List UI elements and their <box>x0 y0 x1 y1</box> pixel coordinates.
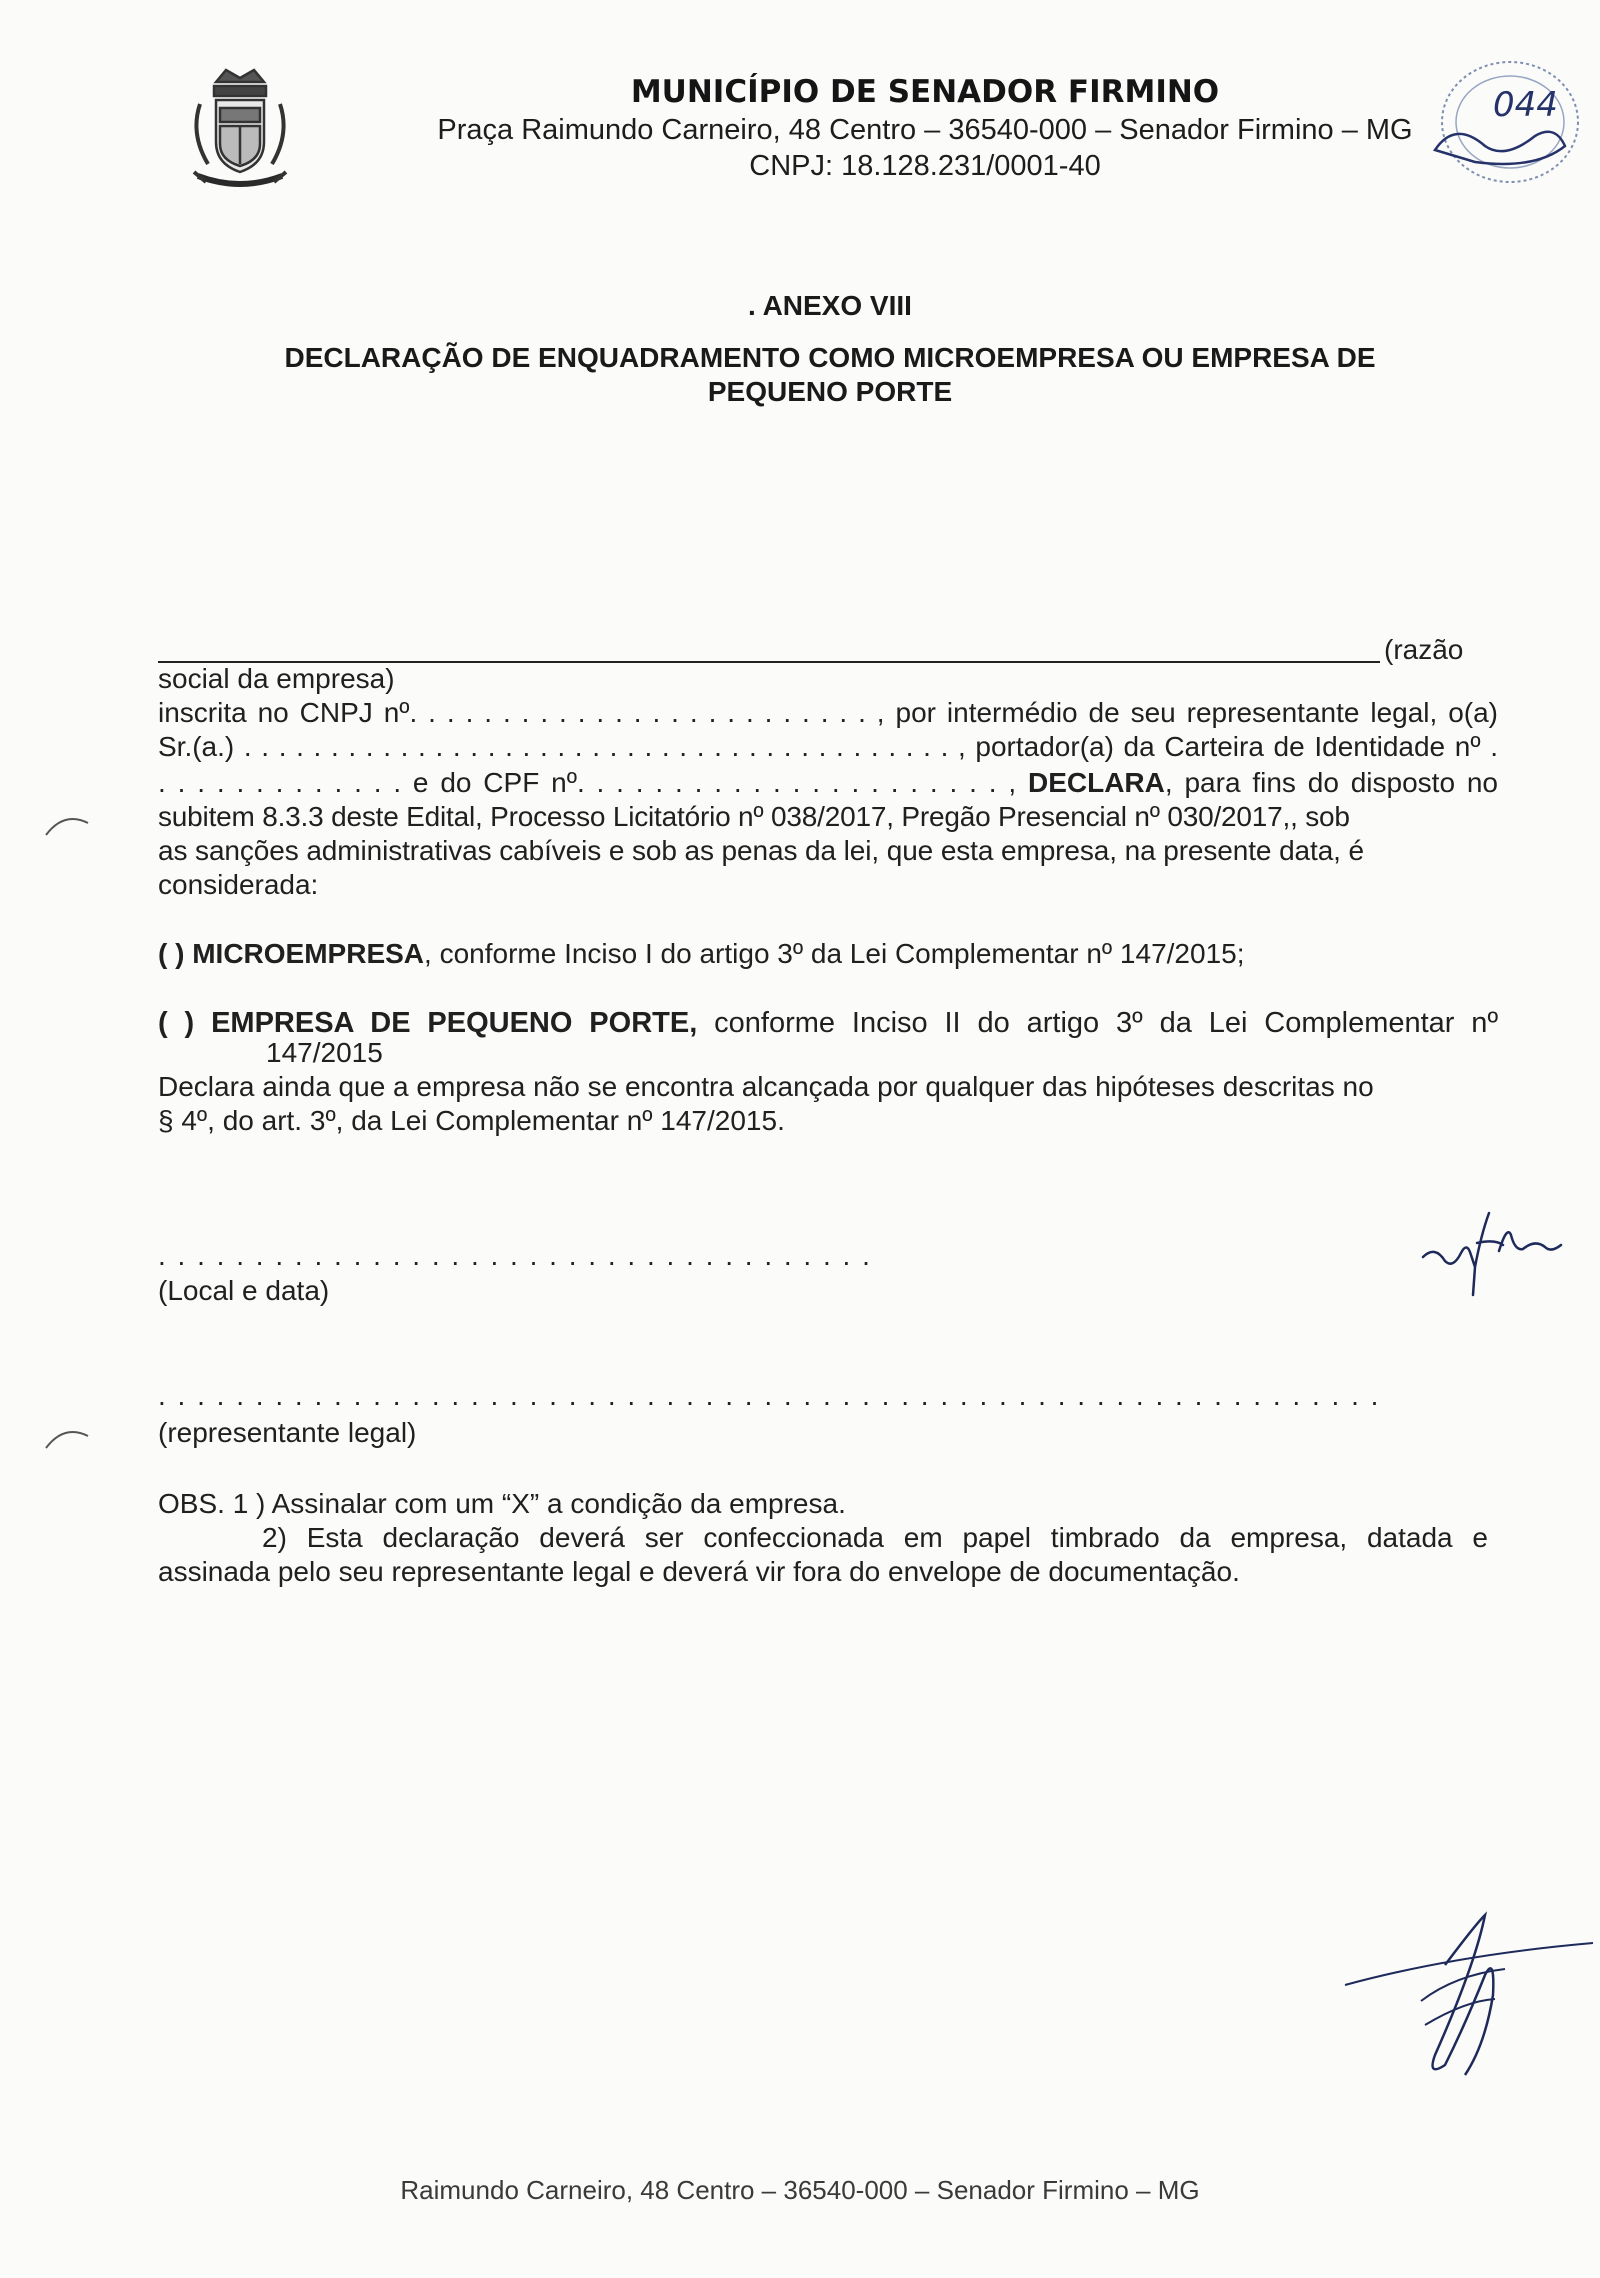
handwritten-signature-icon <box>1335 1905 1595 2105</box>
body-line-4: . . . . . . . . . . . . . e do CPF nº. . . . . . . . . . . . . . . . . . . . . . , DECLARA, para fins do disposto no <box>158 767 1498 798</box>
body-line-1: social da empresa) <box>158 663 395 694</box>
option-epp-checkbox[interactable]: ( ) <box>158 1007 195 1039</box>
extra-declaration-line-2: § 4º, do art. 3º, da Lei Complementar nº 147/2015. <box>158 1105 785 1136</box>
municipality-name: MUNICÍPIO DE SENADOR FIRMINO <box>630 74 1220 110</box>
local-data-label: (Local e data) <box>158 1275 330 1306</box>
option-microempresa: ( ) MICROEMPRESA, conforme Inciso I do artigo 3º da Lei Complementar nº 147/2015; <box>158 938 1245 969</box>
annex-title: . ANEXO VIII <box>748 290 912 321</box>
option-epp-continued: 147/2015 <box>266 1037 383 1068</box>
body-line-2: inscrita no CNPJ nº. . . . . . . . . . . . . . . . . . . . . . . . . , por intermédio de seu representante legal, o(a) <box>158 697 1498 728</box>
header-address: Praça Raimundo Carneiro, 48 Centro – 36540-000 – Senador Firmino – MG <box>437 114 1413 146</box>
body-line-3: Sr.(a.) . . . . . . . . . . . . . . . . . . . . . . . . . . . . . . . . . . . . . . . . . , portador(a) da Carteira de Identidade nº . <box>158 731 1498 762</box>
razao-label: (razão <box>1384 634 1464 665</box>
representative-blank: . . . . . . . . . . . . . . . . . . . . . . . . . . . . . . . . . . . . . . . . . . . . . . . . . . . . . . . . . . . . . . . <box>158 1380 1381 1411</box>
obs-line-1: OBS. 1 ) Assinalar com um “X” a condição da empresa. <box>158 1488 846 1519</box>
declaration-title-line-2: PEQUENO PORTE <box>707 376 953 407</box>
declaration-title-line-1: DECLARAÇÃO DE ENQUADRAMENTO COMO MICROEMPRESA OU EMPRESA DE <box>284 342 1376 373</box>
obs-line-3: assinada pelo seu representante legal e deverá vir fora do envelope de documentação. <box>158 1556 1240 1587</box>
margin-mark-icon <box>40 805 100 845</box>
local-data-blank: . . . . . . . . . . . . . . . . . . . . . . . . . . . . . . . . . . . . . <box>158 1240 872 1271</box>
page-number-stamp <box>1415 50 1585 200</box>
body-line-7: considerada: <box>158 869 319 900</box>
option-epp: ( ) EMPRESA DE PEQUENO PORTE, conforme Inciso II do artigo 3º da Lei Complementar nº <box>158 1007 1499 1039</box>
body-line-5: subitem 8.3.3 deste Edital, Processo Licitatório nº 038/2017, Pregão Presencial nº 030/2017,, sob <box>158 801 1350 832</box>
body-line-6: as sanções administrativas cabíveis e sob as penas da lei, que esta empresa, na presente data, é <box>158 835 1365 866</box>
obs-line-2: 2) Esta declaração deverá ser confeccionada em papel timbrado da empresa, datada e <box>262 1522 1488 1553</box>
handwritten-rubric-icon <box>1415 1195 1565 1305</box>
stamp-number: 044 <box>1493 85 1558 125</box>
header-cnpj: CNPJ: 18.128.231/0001-40 <box>749 150 1101 182</box>
representative-label: (representante legal) <box>158 1417 417 1448</box>
option-microempresa-checkbox[interactable]: ( ) <box>158 938 185 969</box>
extra-declaration-line-1: Declara ainda que a empresa não se encontra alcançada por qualquer das hipóteses descritas no <box>158 1071 1374 1102</box>
margin-mark-icon <box>40 1418 100 1458</box>
footer-address: Raimundo Carneiro, 48 Centro – 36540-000 – Senador Firmino – MG <box>400 2175 1200 2205</box>
